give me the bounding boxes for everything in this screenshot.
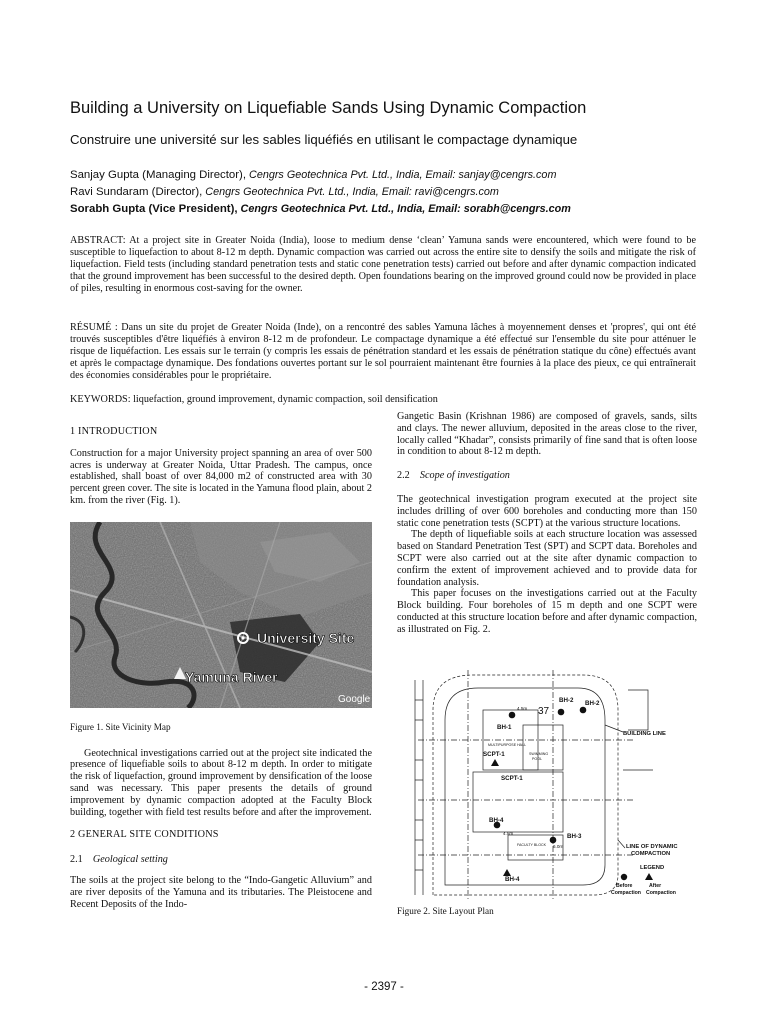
legend-after-label: After [649,883,662,889]
scpt-1-label: SCPT-1 [501,775,523,782]
figure-2-caption: Figure 2. Site Layout Plan [397,906,494,916]
subsection-number: 2.2 [397,470,410,482]
subsection-title: Geological setting [92,854,168,866]
author-affiliation: Cengrs Geotechnica Pvt. Ltd., India, Email: sorabh@cengrs.com [237,203,571,215]
legend-before-label: Before [616,883,633,889]
subsection-title: Scope of investigation [419,470,510,482]
bh-2-label: BH-2 [585,700,600,707]
faculty-block-label: FACULTY BLOCK [517,843,547,847]
figure-2-site-layout-plan [397,670,697,916]
after-compaction-symbol [645,873,653,880]
section-heading-introduction: 1 INTRODUCTION [70,426,158,437]
paragraph: Construction for a major University project spanning an area of over 500 acres is underway at Greater Noida, Uttar Pradesh. The campus, once established, shall boast of over 84,000 m2 of constructed area with 30 percent green cover. The site is located in the Yamuna flood plain, about 2 km. from the river (Fig. 1). [70,447,372,506]
paragraph: The soils at the project site belong to the “Indo-Gangetic Alluvium” and are river deposits of the Yamuna and its tributaries. The Pleistocene and Recent Deposits of the Indo- [70,874,372,910]
author-list [70,167,710,218]
figure-1-caption: Figure 1. Site Vicinity Map [70,721,171,732]
borehole-marker [580,707,587,714]
scpt-marker [491,759,499,766]
building-line-label: BUILDING LINE [623,731,666,737]
page-number: - 2397 - [364,981,404,993]
legend-before-compaction-label: Compaction [611,890,641,896]
borehole-marker [509,712,516,719]
compaction-label: COMPACTION [631,851,671,857]
bh-3-label: BH-3 [567,833,582,840]
paper-title: Building a University on Liquefiable Sands Using Dynamic Compaction [70,99,587,117]
site-layout-drawing [413,670,697,900]
paragraph: This paper focuses on the investigations carried out at the Faculty Block building. Four boreholes of 15 m depth and one SCPT were conducted at this structure location before and after dynamic compaction, as illustrated on Fig. 2. [397,588,697,635]
author-affiliation: Cengrs Geotechnica Pvt. Ltd., India, Email: ravi@cengrs.com [202,186,499,198]
paragraph: The depth of liquefiable soils at each structure location was assessed based on Standard Penetration Test (SPT) and SCPT data. Boreholes and SCPT were also carried out at the site after dynamic compaction to confirm the extent of improvement achieved and to provide data for foundation analysis. [397,529,697,588]
author-name: Sorabh Gupta (Vice President), [70,203,238,215]
figure-1-satellite-map [70,522,372,708]
block-number-label: 37 [538,706,550,717]
author-line [70,167,710,184]
keywords: KEYWORDS: liquefaction, ground improvement, dynamic compaction, soil densification [70,394,438,405]
line-of-dynamic-compaction-label: LINE OF DYNAMIC [626,844,678,850]
legend-after-compaction-label: Compaction [646,890,676,896]
subsection-heading-geological-setting [70,854,372,866]
borehole-marker [550,837,557,844]
abstract: ABSTRACT: At a project site in Greater Noida (India), loose to medium dense ‘clean’ Yamuna sands were encountered, which were found to be susceptible to liquefaction to about 8-12 m depth. Dynamic compaction was carried out across the entire site to densify the soils and mitigate the risk of liquefaction. Field tests (including standard penetration tests and static cone penetration tests) carried out before and after dynamic compaction indicated that the ground improvement has been successful to the desired depth. Open foundations bearing on the improved ground could now be provided in place of piles, resulting in enormous cost-saving for the owner. [70,235,696,295]
before-compaction-symbol [621,874,627,880]
distance-label: 4.5m [503,831,514,836]
subsection-heading-scope [397,470,697,482]
author-name: Sanjay Gupta (Managing Director), [70,169,247,181]
google-logo: Google [338,694,371,705]
yamuna-river-label: Yamuna River [185,669,278,685]
multipurpose-hall-label: MULTIPURPOSE HALL [488,743,527,747]
author-line [70,201,710,218]
author-name: Ravi Sundaram (Director), [70,186,203,198]
paragraph: Geotechnical investigations carried out at the project site indicated the presence of liquefiable soils to about 8-12 m depth. In order to mitigate the risk of liquefaction, ground improvement by densification of the loose sand was necessary. This paper presents the details of ground improvement by dynamic compaction adopted at the Faculty Block building, together with field test results before and after the improvement. [70,747,372,818]
satellite-map-image [70,522,372,708]
legend-title: LEGEND [640,865,665,871]
paper-title-french: Construire une université sur les sables liquéfiés en utilisant le compactage dynamique [70,132,578,147]
distance-label: 6.0m [553,844,564,849]
author-line [70,184,710,201]
bh-2-label: BH-2 [559,697,574,704]
subsection-number: 2.1 [70,854,83,866]
author-affiliation: Cengrs Geotechnica Pvt. Ltd., India, Email: sanjay@cengrs.com [246,169,557,181]
paragraph: Gangetic Basin (Krishnan 1986) are composed of gravels, sands, silts and clays. The newer alluvium, deposited in the areas close to the river, locally called “Khadar”, consists primarily of fine sand that is often loose in condition to about 8-12 m depth. [397,411,697,458]
section-heading-general-site-conditions: 2 GENERAL SITE CONDITIONS [70,829,219,841]
paragraph: The geotechnical investigation program executed at the project site includes drilling of over 600 boreholes and conducting more than 150 static cone penetration tests (SCPT) at the various structure locations. [397,493,697,529]
scpt-1-label: SCPT-1 [483,751,505,758]
swimming-pool-label: POOL [532,757,542,761]
bh-4-label: BH-4 [505,876,520,883]
resume: RÉSUMÉ : Dans un site du projet de Greater Noida (Inde), on a rencontré des sables Yamuna lâches à moyennement denses et 'propres', qui ont été trouvés susceptibles d'être liquéfiés à environ 8-12 m de profondeur. Le compactage dynamique a été effectué sur l'ensemble du site pour atténuer le risque de liquéfaction. Les essais sur le terrain (y compris les essais de pénétration standard et les essais de pénétration statique du cône) effectués avant et après le compactage dynamique. Des fondations ouvertes portant sur le sol pourraient maintenant être fournies à la place des pieux, ce qui entraînerait des économies considérables pour le propriétaire. [70,322,696,382]
right-column [397,411,697,636]
bh-4-label: BH-4 [489,817,504,824]
distance-label: 4.5m [517,706,528,711]
bh-1-label: BH-1 [497,724,512,731]
swimming-pool-label: SWIMMING [529,752,549,756]
borehole-marker [558,709,565,716]
scpt-marker [503,869,511,876]
university-site-label: University Site [257,630,355,646]
